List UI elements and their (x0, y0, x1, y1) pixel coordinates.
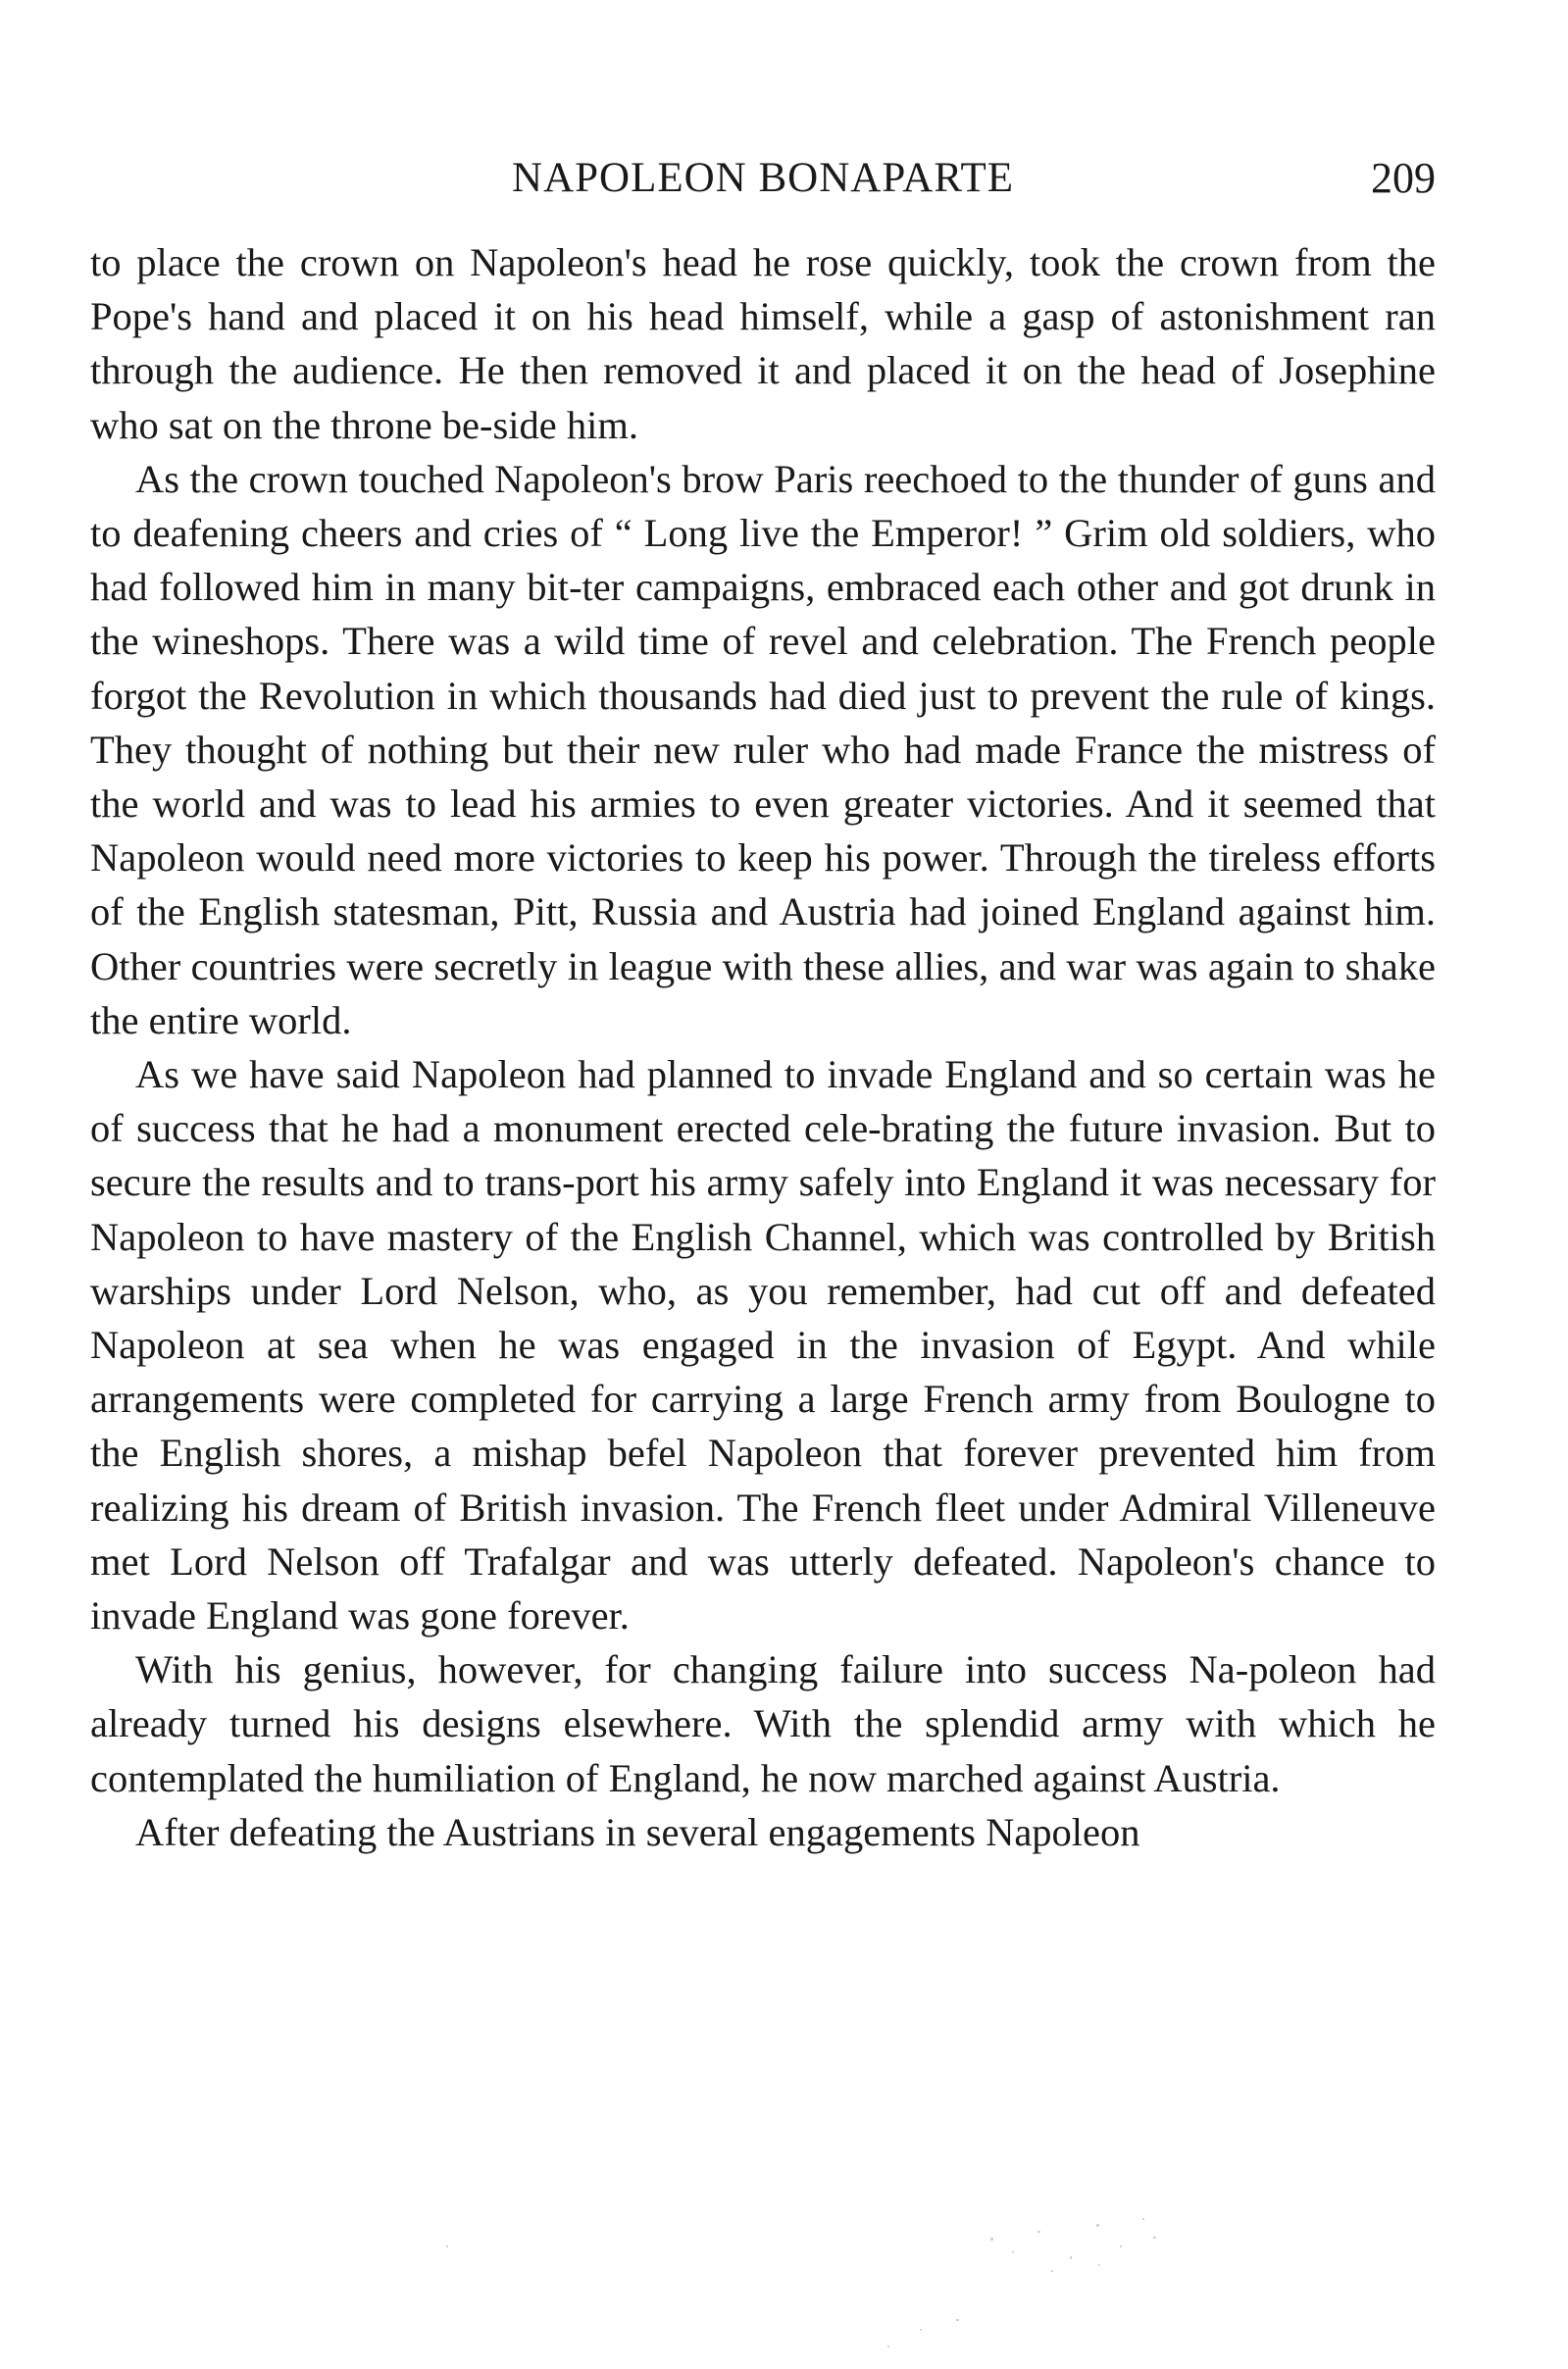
speck (1096, 2224, 1099, 2227)
speck (1037, 2231, 1040, 2233)
speck (1051, 2270, 1053, 2272)
speck (1012, 2251, 1014, 2253)
speck (1142, 2218, 1144, 2220)
paragraph: After defeating the Austrians in several engagements Napoleon (135, 1809, 1140, 1854)
running-head (90, 149, 1436, 208)
speck (1153, 2237, 1156, 2239)
speck (956, 2319, 959, 2321)
paragraph: With his genius, however, for changing failure into success Na-poleon had already turned his designs elsewhere. With the splendid army with which he contemplated the humiliation of England, he now marched against Austria. (90, 1647, 1436, 1800)
page-title: NAPOLEON BONAPARTE (512, 155, 1014, 201)
speck (446, 2245, 448, 2247)
speck (990, 2238, 993, 2241)
speck (1098, 2264, 1100, 2266)
speck (920, 2329, 922, 2331)
paragraph: As we have said Napoleon had planned to invade England and so certain was he of success that he had a monument erected cele-brating the future invasion. But to secure the results and to trans-port his army safely into England it was necessary for Napoleon to have mastery of the English Channel, which was controlled by British warships under Lord Nelson, who, as you remember, had cut off and defeated Napoleon at sea when he was engaged in the invasion of Egypt. And while arrangements were completed for carrying a large French army from Boulogne to the English shores, a mishap befel Napoleon that forever prevented him from realizing his dream of British invasion. The French fleet under Admiral Villeneuve met Lord Nelson off Trafalgar and was utterly defeated. Napoleon's chance to invade England was gone forever. (90, 1052, 1436, 1638)
paragraph: to place the crown on Napoleon's head he rose quickly, took the crown from the Pope's hand and placed it on his head himself, while a gasp of astonishment ran through the audience. He then removed it and placed it on the head of Josephine who sat on the throne be-side him. (90, 240, 1436, 447)
body-text (90, 235, 1436, 1859)
speck (1070, 2256, 1072, 2259)
speck (887, 2345, 889, 2347)
speck (1120, 2245, 1122, 2247)
page-number: 209 (1371, 154, 1436, 202)
paragraph: As the crown touched Napoleon's brow Paris reechoed to the thunder of guns and to deafening cheers and cries of “ Long live the Emperor! ” Grim old soldiers, who had followed him in many bit-ter campaigns, embraced each other and got drunk in the wineshops. There was a wild time of revel and celebration. The French people forgot the Revolution in which thousands had died just to prevent the rule of kings. They thought of nothing but their new ruler who had made France the mistress of the world and was to lead his armies to even greater victories. And it seemed that Napoleon would need more victories to keep his power. Through the tireless efforts of the English statesman, Pitt, Russia and Austria had joined England against him. Other countries were secretly in league with these allies, and war was again to shake the entire world. (90, 456, 1436, 1042)
